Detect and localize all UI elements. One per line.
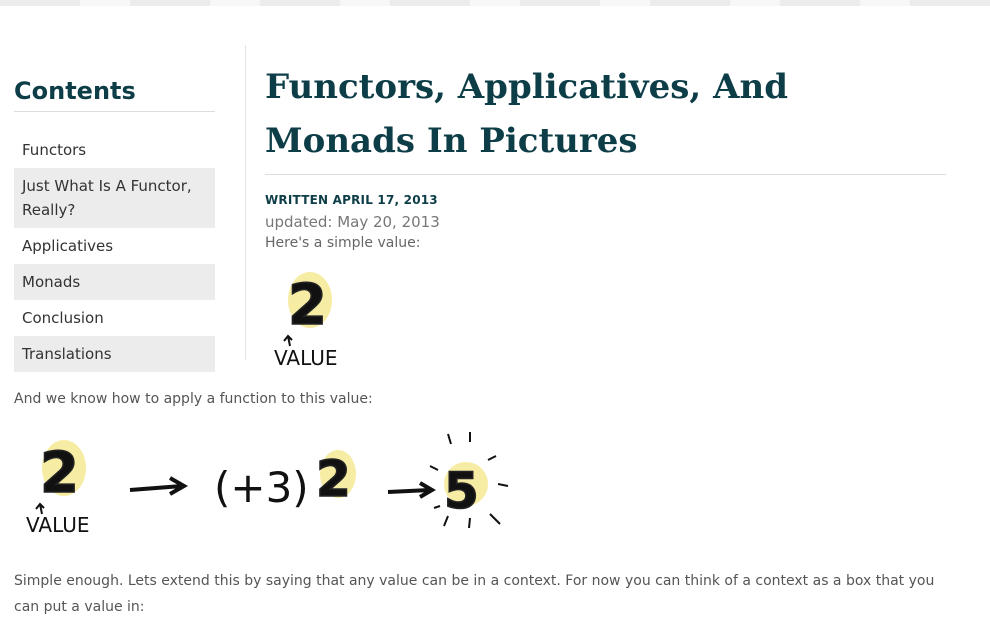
argument-number: 2 (316, 450, 351, 508)
value-number: 2 (288, 273, 327, 338)
arrow-right-icon (130, 478, 184, 494)
toc-item-translations[interactable]: Translations (14, 336, 215, 372)
arrow-up-icon (284, 336, 292, 346)
value-illustration (268, 268, 358, 370)
toc-item-applicatives[interactable]: Applicatives (22, 237, 114, 255)
intro-text: Here's a simple value: (265, 235, 421, 251)
arrow-right-icon (388, 483, 432, 497)
contents-heading: Contents (14, 72, 215, 112)
toc-item-functors[interactable]: Functors (22, 141, 87, 159)
written-date: WRITTEN APRIL 17, 2013 (265, 193, 438, 207)
value-number: 2 (40, 441, 79, 506)
result-number: 5 (444, 462, 479, 520)
updated-date: updated: May 20, 2013 (265, 213, 440, 231)
paragraph-apply-function: And we know how to apply a function to this value: (14, 391, 373, 407)
article (265, 60, 946, 251)
paragraph-context: Simple enough. Lets extend this by saying that any value can be in a context. For now you can think of a context as a box that you can put a value in: (14, 573, 935, 615)
top-strip (0, 0, 990, 6)
value-caption: VALUE (26, 513, 90, 537)
toc-item-monads[interactable]: Monads (14, 264, 215, 300)
contents-sidebar (14, 72, 215, 372)
article-title: Functors, Applicatives, And Monads In Pictures (265, 60, 946, 175)
value-caption: VALUE (274, 346, 338, 370)
contents-list (14, 132, 215, 372)
function-label: (+3) (214, 463, 309, 512)
function-application-illustration (20, 428, 520, 540)
sidebar-divider (245, 45, 246, 360)
toc-item-conclusion[interactable]: Conclusion (22, 309, 104, 327)
toc-item-just-what-is-a-functor[interactable]: Just What Is A Functor, Really? (14, 168, 215, 228)
